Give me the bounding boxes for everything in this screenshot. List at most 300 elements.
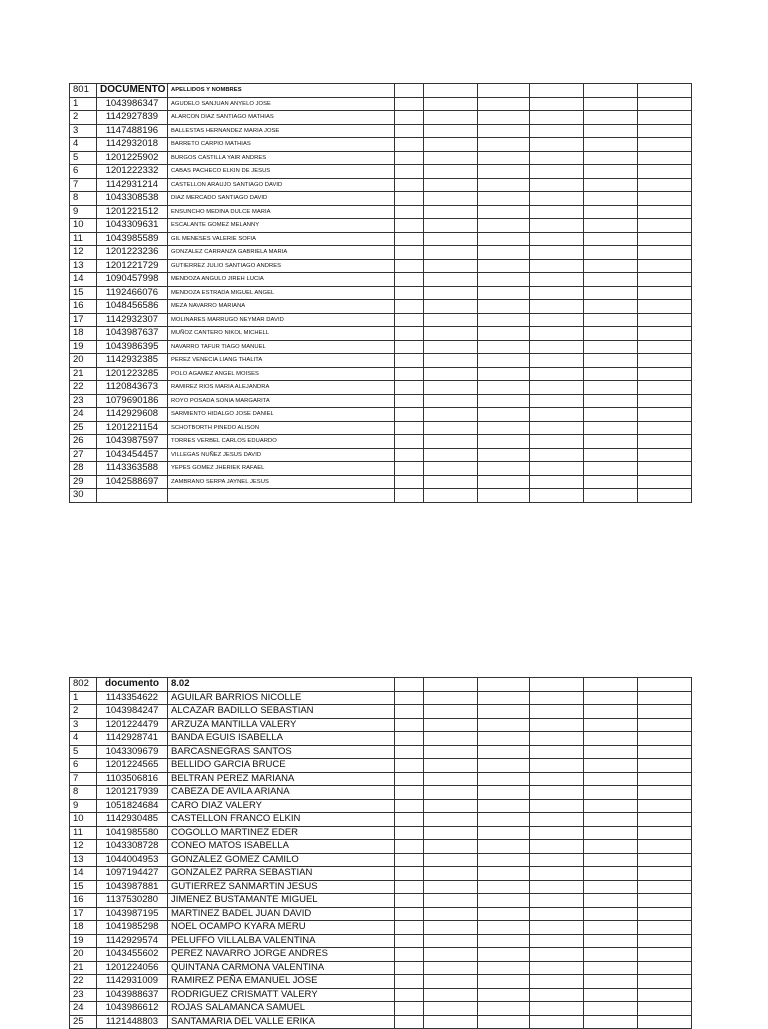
empty-grade-cell [395,1015,424,1029]
empty-grade-cell [424,799,478,813]
empty-grade-cell [638,205,692,219]
group-number-header: 802 [70,678,97,692]
empty-grade-cell [478,111,530,125]
empty-grade-cell [530,138,584,152]
row-number: 22 [70,975,97,989]
student-name: BURGOS CASTILLA YAIR ANDRES [168,151,395,165]
row-number: 8 [70,786,97,800]
empty-grade-cell [530,745,584,759]
empty-grade-cell [478,192,530,206]
empty-grade-cell [478,246,530,260]
row-number: 7 [70,178,97,192]
empty-grade-cell [584,448,638,462]
empty-grade-cell [584,421,638,435]
student-name: ESCALANTE GOMEZ MELANNY [168,219,395,233]
table-row [70,786,692,800]
student-name: TORRES VERBEL CARLOS EDUARDO [168,435,395,449]
empty-grade-cell [638,813,692,827]
empty-grade-cell [584,300,638,314]
empty-grade-cell [584,840,638,854]
student-name: MEZA NAVARRO MARIANA [168,300,395,314]
document-number: 1201224565 [97,759,168,773]
empty-grade-cell [478,138,530,152]
empty-grade-cell [530,435,584,449]
empty-grade-cell [478,1015,530,1029]
empty-grade-cell [395,192,424,206]
empty-grade-cell [638,394,692,408]
empty-grade-cell [478,381,530,395]
empty-grade-cell [530,300,584,314]
row-number: 11 [70,826,97,840]
student-name: DIAZ MERCADO SANTIAGO DAVID [168,192,395,206]
empty-grade-cell [530,408,584,422]
table-row [70,907,692,921]
empty-grade-cell [530,475,584,489]
empty-grade-cell [530,313,584,327]
student-name: SCHOTBORTH PINEDO ALISON [168,421,395,435]
empty-grade-cell [638,772,692,786]
empty-grade-cell [478,408,530,422]
empty-grade-cell [424,961,478,975]
empty-grade-cell [424,273,478,287]
empty-grade-cell [424,246,478,260]
empty-grade-cell [638,975,692,989]
empty-grade-cell [530,691,584,705]
empty-grade-cell [424,921,478,935]
document-header: documento [97,678,168,692]
empty-grade-cell [638,880,692,894]
empty-grade-cell [478,799,530,813]
table-row [70,705,692,719]
document-number: 1041985580 [97,826,168,840]
document-number: 1142929608 [97,408,168,422]
empty-grade-cell [395,327,424,341]
empty-grade-cell [584,138,638,152]
empty-grade-cell [530,880,584,894]
empty-grade-cell [424,678,478,692]
student-name: SARMIENTO HIDALGO JOSE DANIEL [168,408,395,422]
table-row [70,462,692,476]
empty-grade-cell [395,840,424,854]
empty-grade-cell [424,867,478,881]
student-name: ALARCON DIAZ SANTIAGO MATHIAS [168,111,395,125]
empty-grade-cell [584,165,638,179]
empty-grade-cell [395,124,424,138]
empty-grade-cell [530,853,584,867]
document-number: 1043308728 [97,840,168,854]
empty-grade-cell [530,718,584,732]
empty-grade-cell [478,988,530,1002]
empty-grade-cell [530,975,584,989]
empty-grade-cell [424,367,478,381]
empty-grade-cell [638,151,692,165]
empty-grade-cell [584,259,638,273]
empty-grade-cell [530,354,584,368]
empty-grade-cell [395,678,424,692]
empty-grade-cell [478,772,530,786]
empty-grade-cell [584,772,638,786]
empty-grade-cell [584,1002,638,1016]
document-number: 1043986395 [97,340,168,354]
row-number: 10 [70,813,97,827]
document-number: 1142928741 [97,732,168,746]
empty-grade-cell [638,867,692,881]
empty-grade-cell [424,1015,478,1029]
empty-grade-cell [584,759,638,773]
document-number: 1103506816 [97,772,168,786]
empty-grade-cell [638,178,692,192]
empty-grade-cell [424,1002,478,1016]
student-name: RAMIREZ RIOS MARIA ALEJANDRA [168,381,395,395]
document-number [97,489,168,503]
empty-grade-cell [638,408,692,422]
empty-grade-cell [584,246,638,260]
student-name: ROJAS SALAMANCA SAMUEL [168,1002,395,1016]
empty-grade-cell [478,327,530,341]
student-name: CABAS PACHECO ELKIN DE JESUS [168,165,395,179]
table-row [70,732,692,746]
student-name: CABEZA DE AVILA ARIANA [168,786,395,800]
document-number: 1051824684 [97,799,168,813]
student-name: MUÑOZ CANTERO NIKOL MICHELL [168,327,395,341]
empty-grade-cell [530,286,584,300]
table-row [70,799,692,813]
row-number: 24 [70,1002,97,1016]
empty-grade-cell [638,273,692,287]
row-number: 17 [70,313,97,327]
empty-grade-cell [424,813,478,827]
document-number: 1090457998 [97,273,168,287]
empty-grade-cell [424,786,478,800]
document-number: 1041985298 [97,921,168,935]
empty-grade-cell [395,84,424,98]
empty-grade-cell [638,691,692,705]
empty-grade-cell [478,705,530,719]
table-row [70,813,692,827]
row-number: 29 [70,475,97,489]
empty-grade-cell [395,853,424,867]
empty-grade-cell [530,165,584,179]
table-row [70,489,692,503]
empty-grade-cell [478,367,530,381]
empty-grade-cell [530,219,584,233]
empty-grade-cell [395,475,424,489]
row-number: 24 [70,408,97,422]
empty-grade-cell [638,354,692,368]
document-number: 1143354622 [97,691,168,705]
empty-grade-cell [478,97,530,111]
empty-grade-cell [478,961,530,975]
student-name: MOLINARES MARRUGO NEYMAR DAVID [168,313,395,327]
empty-grade-cell [424,975,478,989]
empty-grade-cell [584,354,638,368]
empty-grade-cell [530,799,584,813]
document-number: 1201224479 [97,718,168,732]
empty-grade-cell [395,232,424,246]
empty-grade-cell [638,853,692,867]
document-number: 1142932385 [97,354,168,368]
empty-grade-cell [638,948,692,962]
table-row [70,286,692,300]
empty-grade-cell [395,205,424,219]
empty-grade-cell [530,907,584,921]
empty-grade-cell [638,381,692,395]
empty-grade-cell [395,813,424,827]
document-number: 1147488196 [97,124,168,138]
document-number: 1201223285 [97,367,168,381]
row-number: 1 [70,97,97,111]
empty-grade-cell [530,367,584,381]
table-row [70,435,692,449]
empty-grade-cell [638,1015,692,1029]
table-row [70,246,692,260]
empty-grade-cell [638,759,692,773]
empty-grade-cell [584,178,638,192]
empty-grade-cell [478,894,530,908]
empty-grade-cell [424,165,478,179]
table-row [70,961,692,975]
empty-grade-cell [584,489,638,503]
table-row [70,367,692,381]
empty-grade-cell [478,880,530,894]
empty-grade-cell [395,421,424,435]
empty-grade-cell [638,367,692,381]
student-name: PELUFFO VILLALBA VALENTINA [168,934,395,948]
empty-grade-cell [530,246,584,260]
empty-grade-cell [395,732,424,746]
empty-grade-cell [638,961,692,975]
empty-grade-cell [478,867,530,881]
empty-grade-cell [424,408,478,422]
empty-grade-cell [478,489,530,503]
empty-grade-cell [478,691,530,705]
empty-grade-cell [530,489,584,503]
empty-grade-cell [395,259,424,273]
row-number: 13 [70,853,97,867]
empty-grade-cell [395,435,424,449]
student-name [168,489,395,503]
empty-grade-cell [638,705,692,719]
student-name: SANTAMARIA DEL VALLE ERIKA [168,1015,395,1029]
table-row [70,124,692,138]
empty-grade-cell [638,259,692,273]
empty-grade-cell [424,394,478,408]
document-number: 1043309679 [97,745,168,759]
row-number: 16 [70,300,97,314]
roster-table-801 [69,83,692,503]
table-row [70,381,692,395]
empty-grade-cell [584,705,638,719]
empty-grade-cell [638,300,692,314]
table-row [70,151,692,165]
document-number: 1043309631 [97,219,168,233]
table-row [70,759,692,773]
row-number: 17 [70,907,97,921]
empty-grade-cell [424,745,478,759]
empty-grade-cell [424,124,478,138]
row-number: 9 [70,205,97,219]
empty-grade-cell [530,988,584,1002]
empty-grade-cell [638,745,692,759]
table-row [70,934,692,948]
empty-grade-cell [424,732,478,746]
empty-grade-cell [638,921,692,935]
student-name: POLO AGAMEZ ANGEL MOISES [168,367,395,381]
empty-grade-cell [584,691,638,705]
empty-grade-cell [530,421,584,435]
empty-grade-cell [424,84,478,98]
empty-grade-cell [395,907,424,921]
empty-grade-cell [530,921,584,935]
empty-grade-cell [395,772,424,786]
empty-grade-cell [424,772,478,786]
row-number: 14 [70,273,97,287]
empty-grade-cell [638,786,692,800]
empty-grade-cell [584,192,638,206]
document-number: 1121448803 [97,1015,168,1029]
table-row [70,327,692,341]
document-number: 1043984247 [97,705,168,719]
row-number: 15 [70,286,97,300]
row-number: 16 [70,894,97,908]
empty-grade-cell [638,138,692,152]
empty-grade-cell [424,934,478,948]
empty-grade-cell [584,853,638,867]
empty-grade-cell [530,111,584,125]
row-number: 13 [70,259,97,273]
table-row [70,975,692,989]
student-name: AGUILAR BARRIOS NICOLLE [168,691,395,705]
empty-grade-cell [638,165,692,179]
empty-grade-cell [638,907,692,921]
empty-grade-cell [424,759,478,773]
empty-grade-cell [584,826,638,840]
empty-grade-cell [478,745,530,759]
row-number: 25 [70,1015,97,1029]
empty-grade-cell [395,300,424,314]
empty-grade-cell [584,799,638,813]
empty-grade-cell [584,124,638,138]
document-number: 1143363588 [97,462,168,476]
empty-grade-cell [395,921,424,935]
empty-grade-cell [395,691,424,705]
empty-grade-cell [638,111,692,125]
student-name: NAVARRO TAFUR TIAGO MANUEL [168,340,395,354]
empty-grade-cell [638,84,692,98]
empty-grade-cell [424,381,478,395]
empty-grade-cell [584,219,638,233]
empty-grade-cell [395,786,424,800]
empty-grade-cell [638,826,692,840]
empty-grade-cell [424,948,478,962]
empty-grade-cell [530,462,584,476]
table-row [70,232,692,246]
table-row [70,259,692,273]
document-number: 1043985589 [97,232,168,246]
student-name: RAMIREZ PEÑA EMANUEL JOSE [168,975,395,989]
table-row [70,475,692,489]
empty-grade-cell [478,124,530,138]
row-number: 30 [70,489,97,503]
student-name: VILLEGAS NUÑEZ JESUS DAVID [168,448,395,462]
empty-grade-cell [395,1002,424,1016]
document-number: 1120843673 [97,381,168,395]
empty-grade-cell [478,813,530,827]
student-name: GONZALEZ CARRANZA GABRIELA MARIA [168,246,395,260]
empty-grade-cell [424,151,478,165]
document-number: 1201225902 [97,151,168,165]
roster-body-801 [70,84,692,503]
empty-grade-cell [530,813,584,827]
table-row [70,138,692,152]
table-row [70,853,692,867]
empty-grade-cell [424,691,478,705]
empty-grade-cell [424,462,478,476]
empty-grade-cell [395,975,424,989]
document-number: 1142931214 [97,178,168,192]
table-row [70,111,692,125]
empty-grade-cell [478,354,530,368]
empty-grade-cell [584,151,638,165]
row-number: 2 [70,705,97,719]
student-name: JIMENEZ BUSTAMANTE MIGUEL [168,894,395,908]
empty-grade-cell [478,340,530,354]
empty-grade-cell [395,759,424,773]
student-name: BANDA EGUIS ISABELLA [168,732,395,746]
student-name: ENSUNCHO MEDINA DULCE MARIA [168,205,395,219]
table-row [70,205,692,219]
table-row [70,192,692,206]
document-number: 1142932307 [97,313,168,327]
empty-grade-cell [584,340,638,354]
empty-grade-cell [478,840,530,854]
empty-grade-cell [584,880,638,894]
student-name: BELTRAN PEREZ MARIANA [168,772,395,786]
student-name: ZAMBRANO SERPA JAYNEL JESUS [168,475,395,489]
table-row [70,880,692,894]
row-number: 27 [70,448,97,462]
empty-grade-cell [424,286,478,300]
student-name: GUTIERREZ SANMARTIN JESUS [168,880,395,894]
empty-grade-cell [530,867,584,881]
row-number: 26 [70,435,97,449]
empty-grade-cell [584,961,638,975]
empty-grade-cell [584,232,638,246]
empty-grade-cell [584,286,638,300]
empty-grade-cell [424,138,478,152]
empty-grade-cell [395,489,424,503]
row-number: 23 [70,394,97,408]
row-number: 18 [70,327,97,341]
empty-grade-cell [478,759,530,773]
table-header-row [70,84,692,98]
empty-grade-cell [478,165,530,179]
student-name: CASTELLON ARAUJO SANTIAGO DAVID [168,178,395,192]
empty-grade-cell [530,205,584,219]
student-name: ALCAZAR BADILLO SEBASTIAN [168,705,395,719]
empty-grade-cell [584,381,638,395]
empty-grade-cell [395,867,424,881]
row-number: 19 [70,340,97,354]
empty-grade-cell [638,340,692,354]
empty-grade-cell [424,988,478,1002]
empty-grade-cell [424,300,478,314]
empty-grade-cell [395,273,424,287]
empty-grade-cell [584,462,638,476]
document-number: 1142932018 [97,138,168,152]
empty-grade-cell [530,327,584,341]
empty-grade-cell [478,232,530,246]
